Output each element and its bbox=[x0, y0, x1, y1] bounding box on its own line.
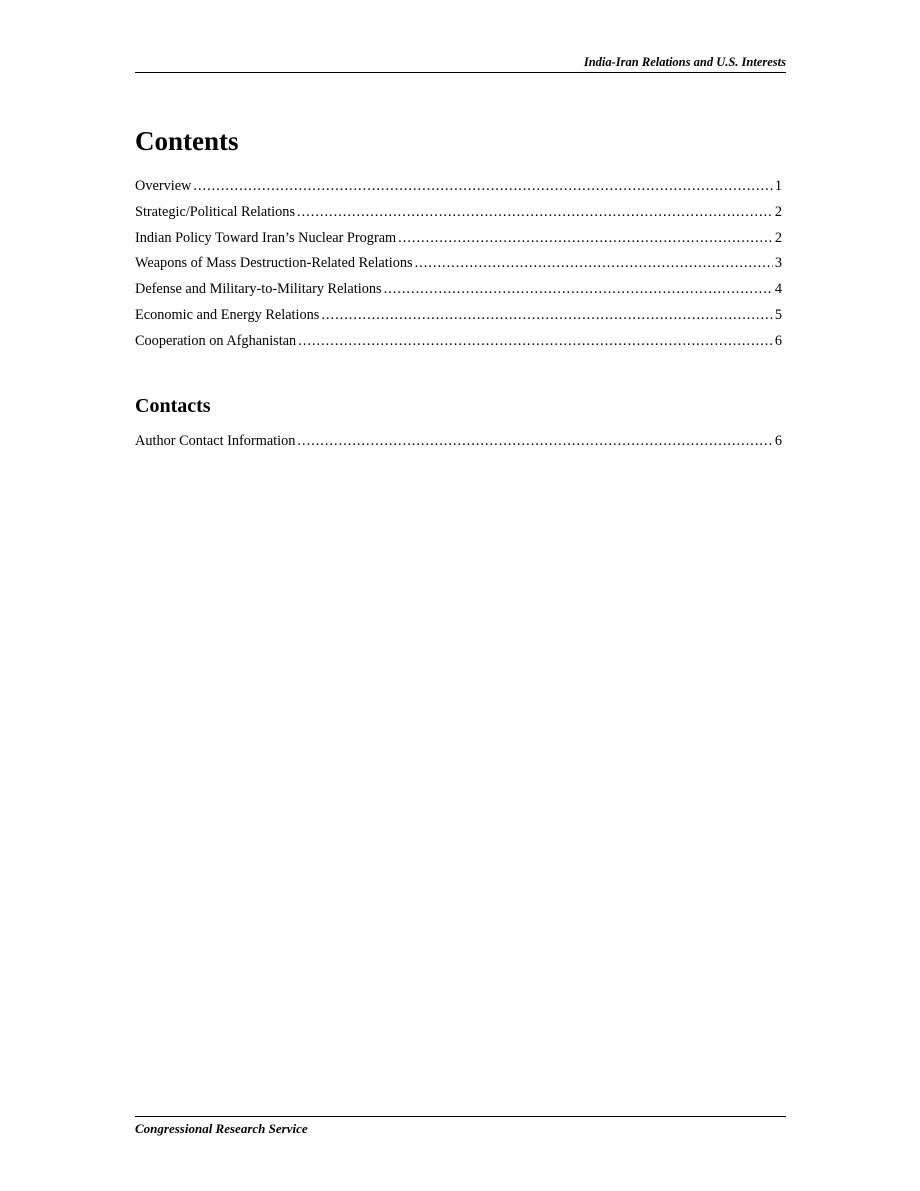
dot-leader bbox=[297, 202, 773, 222]
toc-entry-label: Economic and Energy Relations bbox=[135, 306, 320, 323]
dot-leader bbox=[321, 305, 772, 325]
contents-list bbox=[135, 176, 782, 357]
toc-entry-page: 6 bbox=[774, 332, 782, 349]
contacts-heading: Contacts bbox=[135, 395, 211, 417]
toc-entry-cooperation-afghanistan[interactable] bbox=[135, 331, 782, 357]
running-header bbox=[135, 55, 786, 73]
header-title: India-Iran Relations and U.S. Interests bbox=[583, 55, 786, 69]
running-footer bbox=[135, 1116, 786, 1136]
dot-leader bbox=[298, 331, 773, 351]
toc-entry-overview[interactable] bbox=[135, 176, 782, 202]
dot-leader bbox=[297, 431, 772, 451]
toc-entry-label: Cooperation on Afghanistan bbox=[135, 332, 297, 349]
footer-text: Congressional Research Service bbox=[135, 1121, 308, 1136]
contents-heading: Contents bbox=[135, 126, 239, 156]
dot-leader bbox=[415, 253, 773, 273]
toc-entry-page: 2 bbox=[774, 229, 782, 246]
toc-entry-label: Author Contact Information bbox=[135, 433, 296, 449]
dot-leader bbox=[398, 228, 773, 248]
toc-entry-page: 6 bbox=[774, 433, 782, 449]
toc-entry-page: 5 bbox=[774, 306, 782, 323]
toc-entry-author-contact-information[interactable] bbox=[135, 431, 782, 457]
contacts-list bbox=[135, 431, 782, 457]
dot-leader bbox=[193, 176, 772, 196]
toc-entry-label: Indian Policy Toward Iran’s Nuclear Program bbox=[135, 229, 397, 246]
toc-entry-page: 4 bbox=[774, 281, 782, 298]
toc-entry-label: Weapons of Mass Destruction-Related Relations bbox=[135, 255, 413, 272]
toc-entry-wmd-relations[interactable] bbox=[135, 253, 782, 279]
toc-entry-economic-energy-relations[interactable] bbox=[135, 305, 782, 331]
toc-entry-defense-military-relations[interactable] bbox=[135, 279, 782, 305]
toc-entry-nuclear-program-policy[interactable] bbox=[135, 228, 782, 254]
toc-entry-page: 1 bbox=[774, 178, 782, 194]
dot-leader bbox=[384, 279, 773, 299]
toc-entry-strategic-political-relations[interactable] bbox=[135, 202, 782, 228]
toc-entry-label: Strategic/Political Relations bbox=[135, 203, 296, 220]
toc-entry-label: Defense and Military-to-Military Relations bbox=[135, 281, 382, 298]
toc-entry-page: 3 bbox=[774, 255, 782, 272]
toc-entry-page: 2 bbox=[774, 203, 782, 220]
toc-entry-label: Overview bbox=[135, 178, 192, 194]
